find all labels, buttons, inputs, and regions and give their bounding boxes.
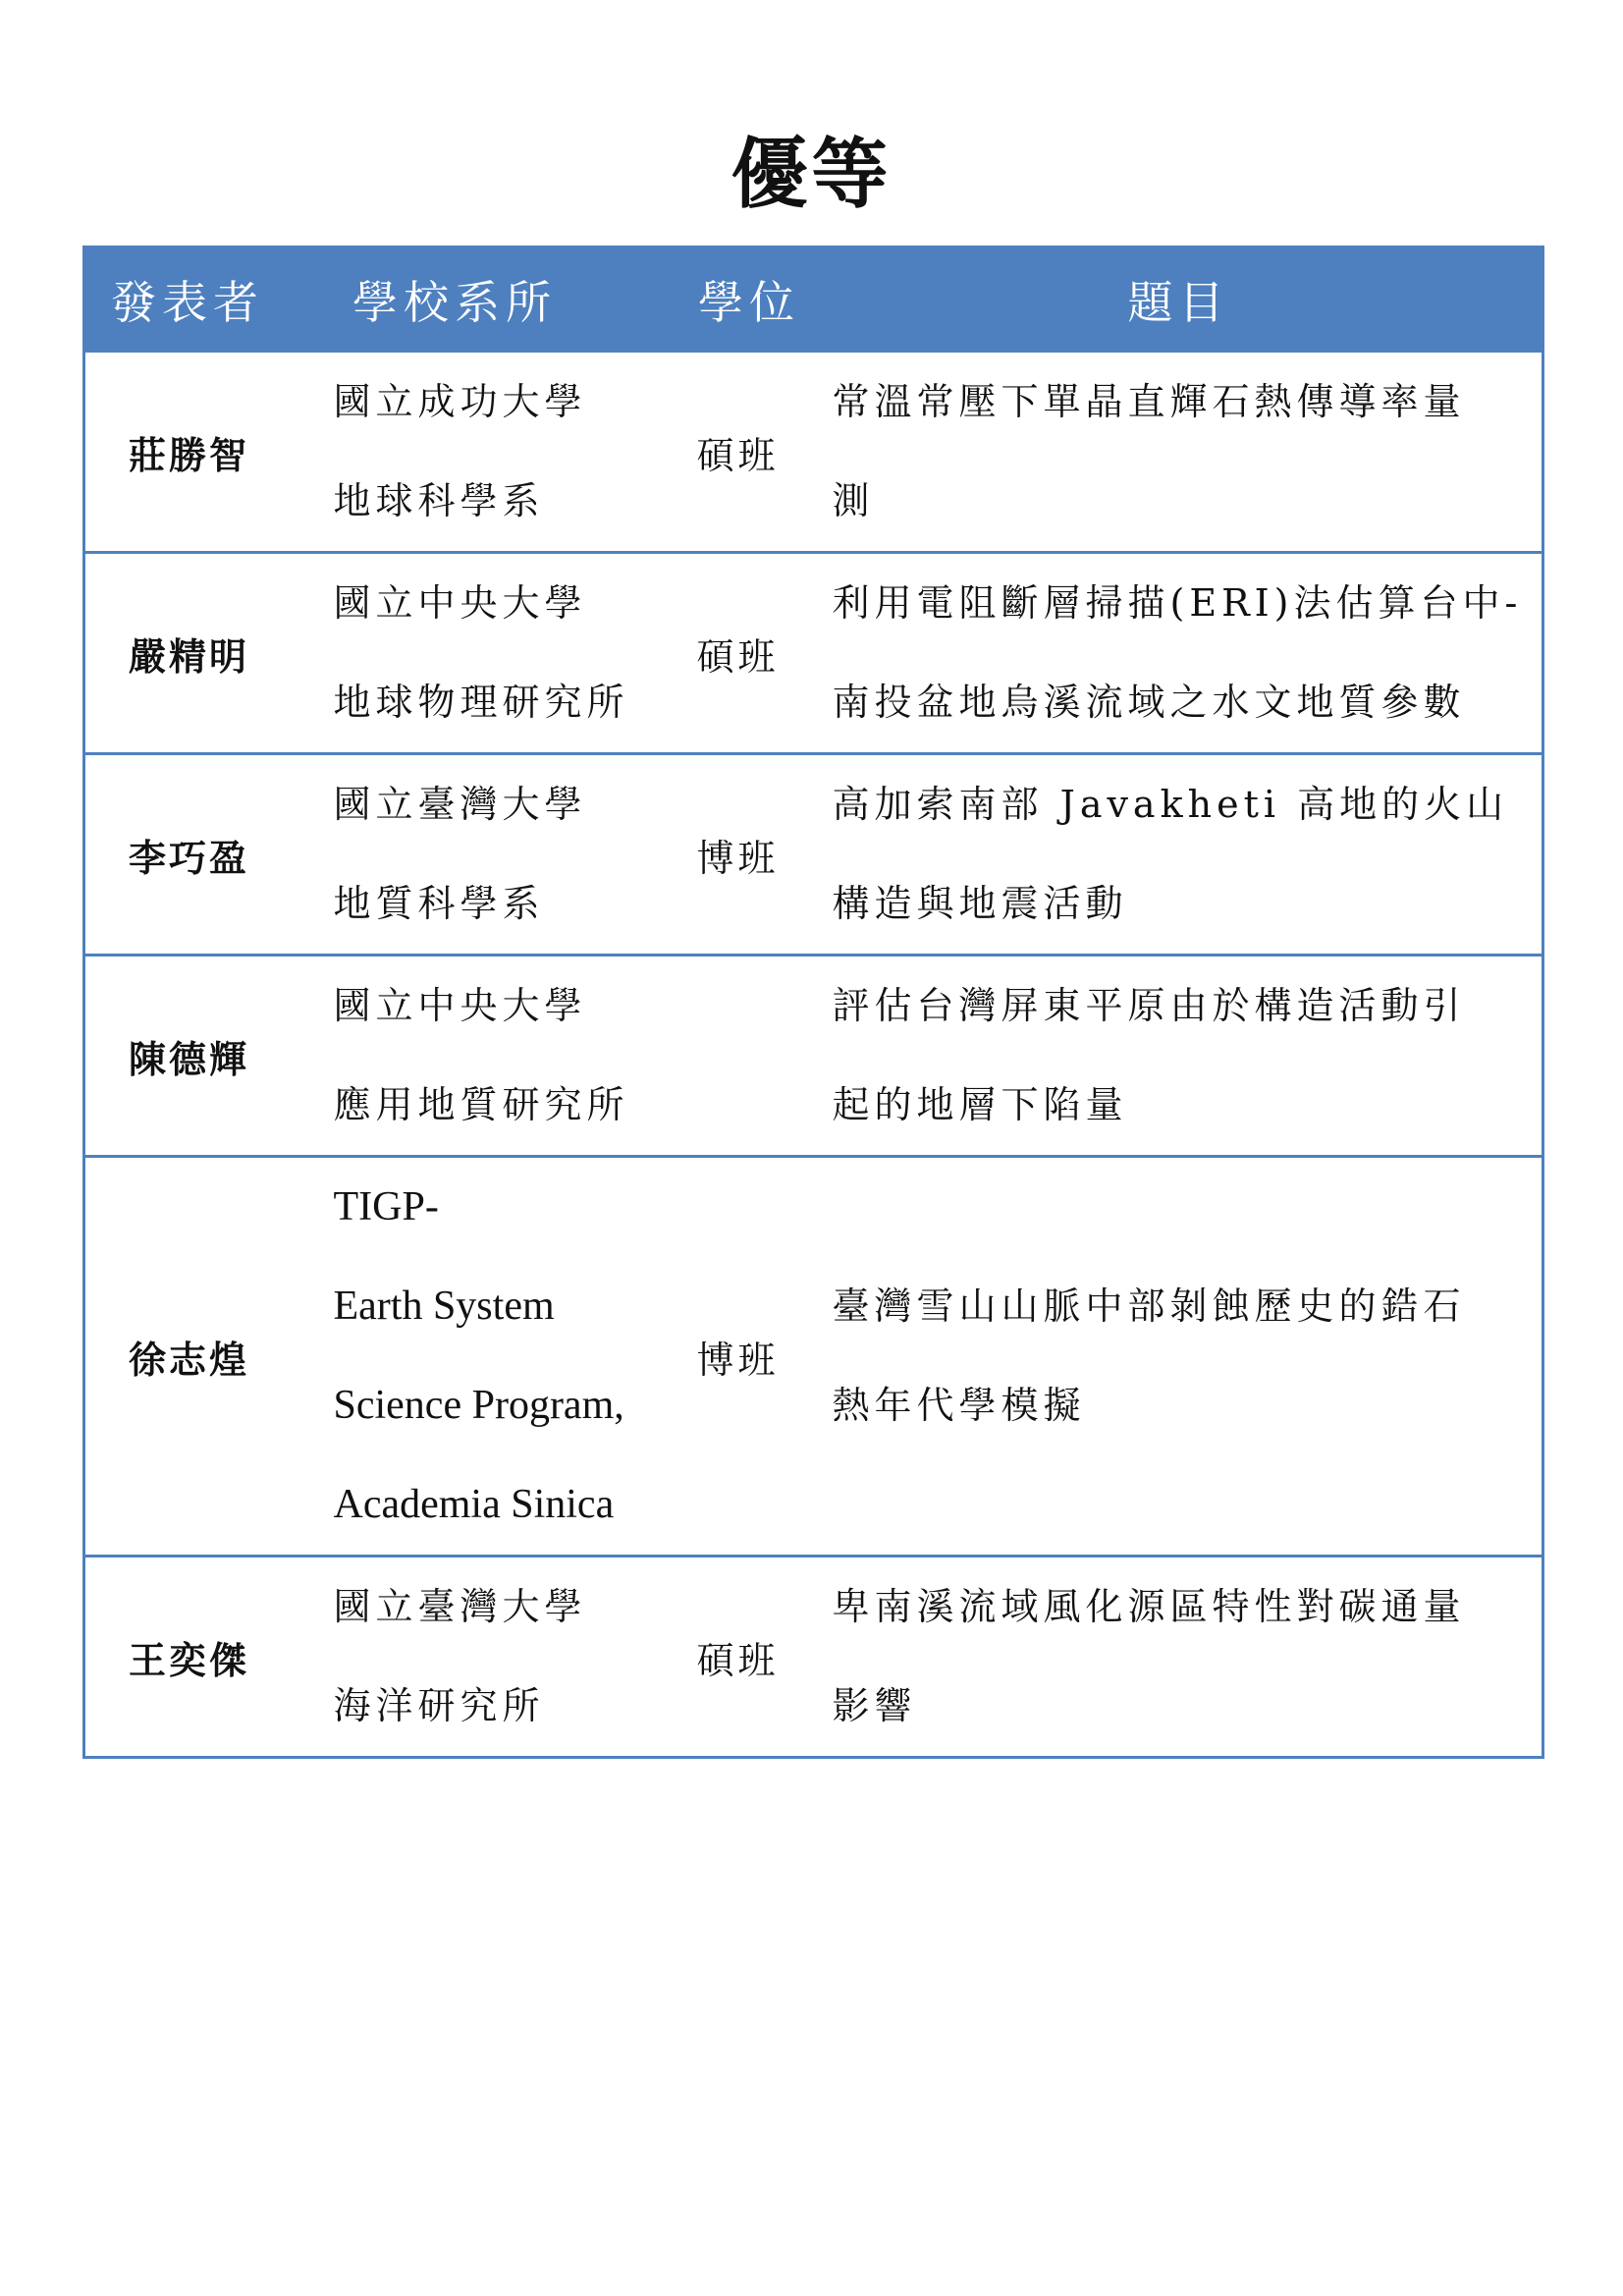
title-cell: [815, 352, 1543, 553]
table-row: [84, 1557, 1543, 1758]
table-row: [84, 754, 1543, 956]
school-line: 國立臺灣大學: [333, 1585, 587, 1628]
title-line: 熱年代學模擬: [832, 1384, 1086, 1427]
degree-cell: 博班: [670, 754, 815, 956]
school-line: 國立臺灣大學: [333, 783, 587, 826]
school-line: 應用地質研究所: [333, 1083, 629, 1126]
header-presenter: 發表者: [84, 247, 302, 352]
school-line: 地質科學系: [333, 882, 545, 925]
title-line: 構造與地震活動: [832, 882, 1128, 925]
header-school: 學校系所: [302, 247, 670, 352]
degree-cell: 碩班: [670, 1557, 815, 1758]
title-cell: [815, 1157, 1543, 1557]
degree-cell: 碩班: [670, 553, 815, 754]
table-row: [84, 1157, 1543, 1557]
table-row: [84, 956, 1543, 1157]
degree-cell: 碩班: [670, 352, 815, 553]
title-line: 高加索南部 Javakheti 高地的火山: [832, 783, 1509, 826]
title-line: 臺灣雪山山脈中部剝蝕歷史的鋯石: [832, 1285, 1466, 1328]
title-cell: [815, 956, 1543, 1157]
title-line: 卑南溪流域風化源區特性對碳通量: [832, 1585, 1466, 1628]
school-line: Academia Sinica: [333, 1482, 615, 1527]
title-line: 測: [832, 479, 875, 522]
school-line: 國立成功大學: [333, 380, 587, 423]
presenter-cell: 莊勝智: [84, 352, 302, 553]
school-cell: [302, 956, 670, 1157]
awards-table: [82, 246, 1544, 1759]
presenter-cell: 李巧盈: [84, 754, 302, 956]
school-line: Science Program,: [333, 1383, 624, 1428]
degree-cell: 博班: [670, 1157, 815, 1557]
school-cell: [302, 754, 670, 956]
presenter-cell: 陳德輝: [84, 956, 302, 1157]
presenter-cell: 徐志煌: [84, 1157, 302, 1557]
school-line: Earth System: [333, 1284, 555, 1329]
title-line: 南投盆地烏溪流域之水文地質參數: [832, 681, 1466, 724]
school-cell: [302, 1557, 670, 1758]
table-row: [84, 352, 1543, 553]
school-line: 國立中央大學: [333, 984, 587, 1027]
school-line: 地球科學系: [333, 479, 545, 522]
school-cell: [302, 352, 670, 553]
school-line: 國立中央大學: [333, 581, 587, 625]
title-line: 起的地層下陷量: [832, 1083, 1128, 1126]
school-line: 海洋研究所: [333, 1684, 545, 1727]
header-degree: 學位: [670, 247, 815, 352]
table-row: [84, 553, 1543, 754]
title-cell: [815, 553, 1543, 754]
title-cell: [815, 754, 1543, 956]
title-line: 利用電阻斷層掃描(ERI)法估算台中-: [832, 581, 1523, 625]
title-cell: [815, 1557, 1543, 1758]
title-line: 評估台灣屏東平原由於構造活動引: [832, 984, 1466, 1027]
header-title: 題目: [815, 247, 1543, 352]
title-line: 影響: [832, 1684, 917, 1727]
school-cell: [302, 553, 670, 754]
title-line: 常溫常壓下單晶直輝石熱傳導率量: [832, 380, 1466, 423]
table-header-row: [84, 247, 1543, 352]
presenter-cell: 嚴精明: [84, 553, 302, 754]
school-line: 地球物理研究所: [333, 681, 629, 724]
presenter-cell: 王奕傑: [84, 1557, 302, 1758]
school-line: TIGP-: [333, 1184, 439, 1230]
school-cell: [302, 1157, 670, 1557]
page-title: 優等: [730, 130, 893, 219]
degree-cell: [670, 956, 815, 1157]
